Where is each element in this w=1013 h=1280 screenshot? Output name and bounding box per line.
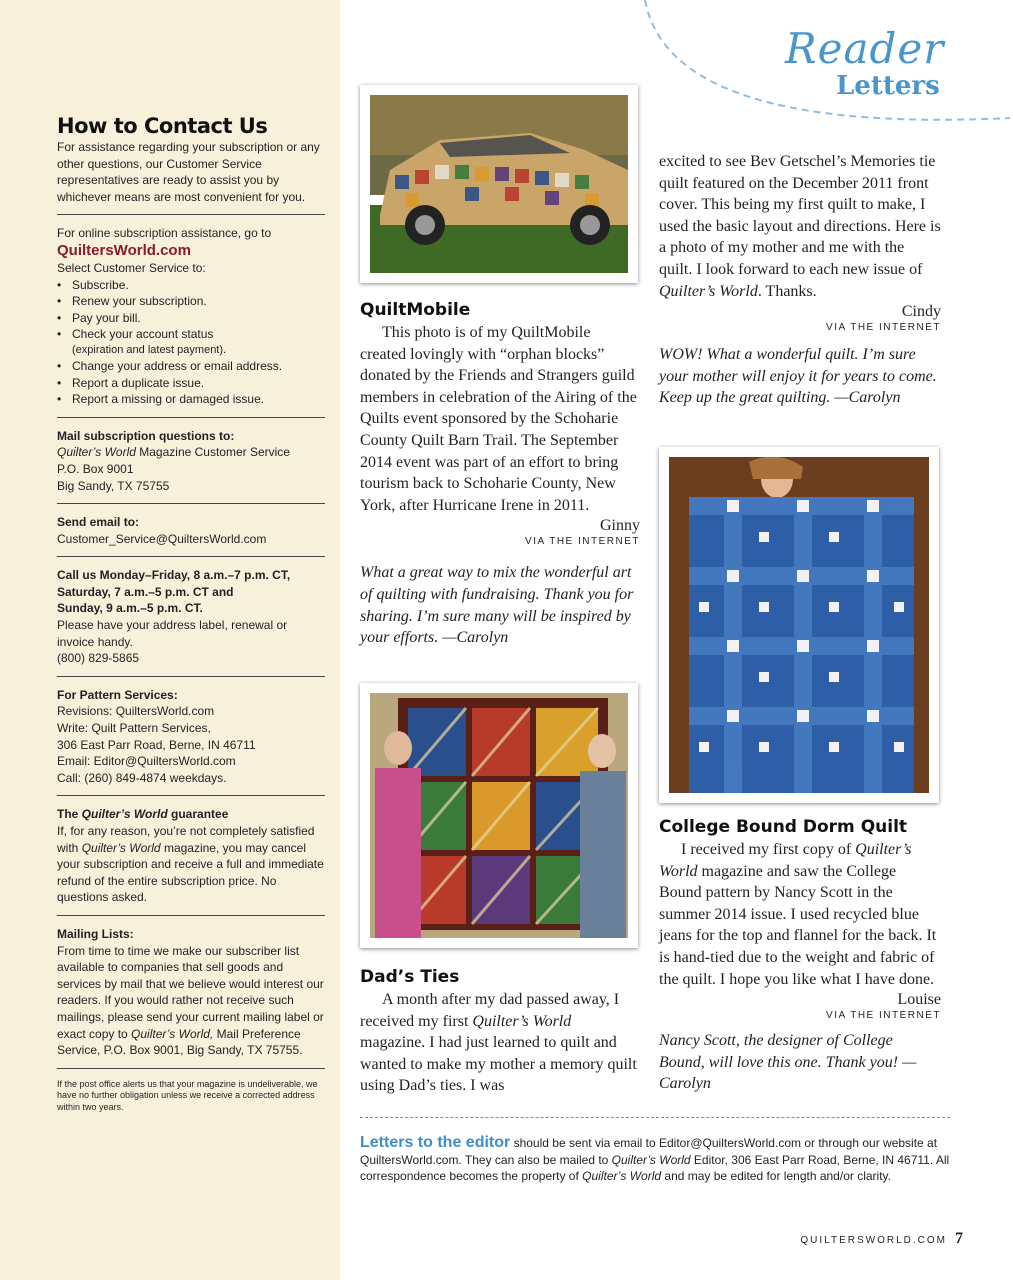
college-bound-image <box>669 457 929 793</box>
guarantee-body <box>57 823 325 906</box>
contact-title: How to Contact Us <box>57 114 268 138</box>
dads-ties-reply: WOW! What a wonderful quilt. I’m sure your mother will enjoy it for years to come. Keep up the great quilting. —Carolyn <box>659 346 937 407</box>
quiltmobile-image <box>370 95 628 273</box>
dads-ties-signature: Cindy <box>901 303 941 321</box>
site-url: QUILTERSWORLD.COM <box>800 1235 947 1246</box>
page-folio <box>800 1230 963 1248</box>
mailing-body <box>57 943 325 1059</box>
quiltmobile-reply: What a great way to mix the wonderful art of quilting with fundraising. Thank you for sharing. I’m sure many will be inspired by your efforts. —Carolyn <box>360 564 634 647</box>
mail-line-1-rest: Magazine Customer Service <box>135 445 290 460</box>
guarantee-heading <box>57 806 325 823</box>
magazine-title: Quilter’s World <box>57 445 136 460</box>
contact-sidebar <box>0 0 340 1280</box>
magazine-title: Quilter’s World <box>582 1169 662 1183</box>
service-list <box>57 277 325 408</box>
quiltmobile-letter <box>360 300 640 649</box>
guarantee-body-1: If, for any reason, you’re not completely satisfied with <box>57 824 315 855</box>
pattern-line: Call: (260) 849-4874 weekdays. <box>57 770 227 785</box>
guarantee-pre: The <box>57 807 82 822</box>
header-reader: Reader <box>785 24 945 73</box>
college-bound-via: VIA THE INTERNET <box>826 1010 941 1022</box>
dads-ties-image <box>370 693 628 938</box>
dads-ties-cont-pre: excited to see Bev Getschel’s Memories tie quilt featured on the December 2011 front cover. This being my first quilt to make, I used the basic layout and directions. Here is a photo of my mother and me with the quilt. I look forward to each new issue of <box>659 153 941 278</box>
contact-panel <box>57 114 325 1113</box>
pattern-heading: For Pattern Services: <box>57 687 178 702</box>
mail-line-3: Big Sandy, TX 75755 <box>57 478 170 493</box>
footer-text-3: and may be edited for length and/or clarity. <box>661 1169 891 1183</box>
mail-line-1 <box>57 444 325 461</box>
email-heading: Send email to: <box>57 515 140 530</box>
college-bound-signature: Louise <box>897 991 941 1009</box>
quiltmobile-via: VIA THE INTERNET <box>525 536 640 548</box>
call-heading-2: Saturday, 7 a.m.–5 p.m. CT and <box>57 584 234 599</box>
magazine-title: Quilter’s World <box>472 1012 572 1030</box>
college-bound-body <box>659 839 941 990</box>
quiltmobile-photo <box>360 85 638 283</box>
divider <box>57 503 325 504</box>
call-heading-3: Sunday, 9 a.m.–5 p.m. CT. <box>57 601 203 616</box>
divider <box>57 915 325 916</box>
mail-line-2: P.O. Box 9001 <box>57 461 134 476</box>
college-bound-letter <box>659 817 941 1095</box>
mailing-body-1: From time to time we make our subscriber list available to companies that sell goods and services by mail that we believe would interest our readers. If you would rather not receive such mailings, please send your current mailing label or exact copy to <box>57 943 324 1041</box>
service-item-subscribe: • Subscribe. <box>57 277 325 294</box>
guarantee-post: guarantee <box>167 807 229 822</box>
service-item-address: • Change your address or email address. <box>57 358 325 375</box>
letters-to-editor-note <box>360 1135 960 1185</box>
dads-ties-continued <box>659 151 941 409</box>
letters-to-editor-label: Letters to the editor <box>360 1134 511 1151</box>
dads-ties-body <box>360 989 640 1097</box>
divider <box>57 556 325 557</box>
quiltmobile-body: This photo is of my QuiltMobile created lovingly with “orphan blocks” donated by the Friends and Strangers guild members in celebration of the Airing of the Quilts event sponsored by the Schoharie County Quilt Barn Trail. The September 2014 event was part of an effort to bring tourism back to Schoharie County, New York, after Hurricane Irene in 2011. <box>360 324 637 514</box>
quiltmobile-title: QuiltMobile <box>360 300 471 320</box>
guarantee-body-2: magazine, you may cancel your subscription and receive a full and immediate refund of the entire subscription price. No questions asked. <box>57 840 324 905</box>
service-item-pay: • Pay your bill. <box>57 310 325 327</box>
pattern-line: Revisions: QuiltersWorld.com <box>57 704 215 719</box>
divider <box>57 214 325 215</box>
dads-ties-cont-post: . Thanks. <box>757 282 817 300</box>
college-bound-body-post: magazine and saw the College Bound pattern by Nancy Scott in the summer 2014 issue. I used recycled blue jeans for the top and flannel for the back. It is hand-tied due to the weight and fabric of the quilt. I hope you like what I have done. <box>659 862 937 988</box>
call-body: Please have your address label, renewal or invoice handy. <box>57 618 288 649</box>
college-bound-reply: Nancy Scott, the designer of College Bound, will love this one. Thank you! —Carolyn <box>659 1032 917 1093</box>
footer-text-1: should be sent via email to Editor@QuiltersWorld.com or through our website at QuiltersWorld.com. They can also be mailed to <box>360 1136 938 1167</box>
dads-ties-cont-body <box>659 151 941 302</box>
call-heading-1: Call us Monday–Friday, 8 a.m.–7 p.m. CT, <box>57 568 291 583</box>
email-address[interactable]: Customer_Service@QuiltersWorld.com <box>57 531 267 546</box>
header-letters: Letters <box>836 71 940 101</box>
service-item-missing: • Report a missing or damaged issue. <box>57 391 325 408</box>
call-phone: (800) 829-5865 <box>57 651 140 666</box>
pattern-line: Write: Quilt Pattern Services, <box>57 721 211 736</box>
contact-intro: For assistance regarding your subscription or any other questions, our Customer Service representatives are ready to assist you by whichever means are most convenient for you. <box>57 140 320 204</box>
pattern-line: 306 East Parr Road, Berne, IN 46711 <box>57 737 256 752</box>
quiltmobile-signature: Ginny <box>600 517 640 535</box>
mail-heading: Mail subscription questions to: <box>57 428 235 443</box>
dads-ties-via: VIA THE INTERNET <box>826 322 941 334</box>
magazine-title: Quilter’s World, <box>131 1026 214 1041</box>
pattern-line: Email: Editor@QuiltersWorld.com <box>57 754 236 769</box>
dads-ties-body-pre: A month after my dad passed away, I received my first <box>360 991 620 1030</box>
dads-ties-photo <box>360 683 638 948</box>
select-service-text: Select Customer Service to: <box>57 260 206 275</box>
quiltersworld-link[interactable]: QuiltersWorld.com <box>57 241 191 259</box>
footer-divider <box>360 1117 950 1118</box>
service-item-status-label: Check your account status <box>72 327 214 342</box>
college-bound-title: College Bound Dorm Quilt <box>659 817 908 837</box>
divider <box>57 795 325 796</box>
service-item-status-sub: (expiration and latest payment). <box>72 343 227 356</box>
service-item-duplicate: • Report a duplicate issue. <box>57 375 325 392</box>
magazine-title: Quilter’s World <box>81 807 168 822</box>
magazine-title: Quilter’s World <box>659 841 912 880</box>
page-number: 7 <box>955 1230 963 1247</box>
service-item-renew: • Renew your subscription. <box>57 293 325 310</box>
service-item-status <box>57 326 325 358</box>
magazine-title: Quilter’s World <box>659 282 758 300</box>
magazine-title: Quilter’s World <box>81 840 161 855</box>
divider <box>57 417 325 418</box>
college-bound-photo <box>659 447 939 803</box>
mailing-body-2: Mail Preference Service, P.O. Box 9001, Big Sandy, TX 75755. <box>57 1026 303 1058</box>
online-assist-text: For online subscription assistance, go to <box>57 226 272 241</box>
dads-ties-title: Dad’s Ties <box>360 967 460 987</box>
dads-ties-body-post: magazine. I had just learned to quilt and wanted to make my mother a memory quilt using Dad’s ties. I was <box>360 1034 637 1095</box>
divider <box>57 1068 325 1069</box>
dads-ties-letter <box>360 967 640 1097</box>
divider <box>57 676 325 677</box>
magazine-title: Quilter’s World <box>611 1152 691 1167</box>
fine-print: If the post office alerts us that your magazine is undeliverable, we have no further obligation unless we receive a corrected address within two years. <box>57 1078 318 1112</box>
footer-text-2: Editor, 306 East Parr Road, Berne, IN 46711. All correspondence becomes the property of <box>360 1152 950 1183</box>
college-bound-body-pre: I received my first copy of <box>681 841 856 858</box>
mailing-heading: Mailing Lists: <box>57 926 134 941</box>
